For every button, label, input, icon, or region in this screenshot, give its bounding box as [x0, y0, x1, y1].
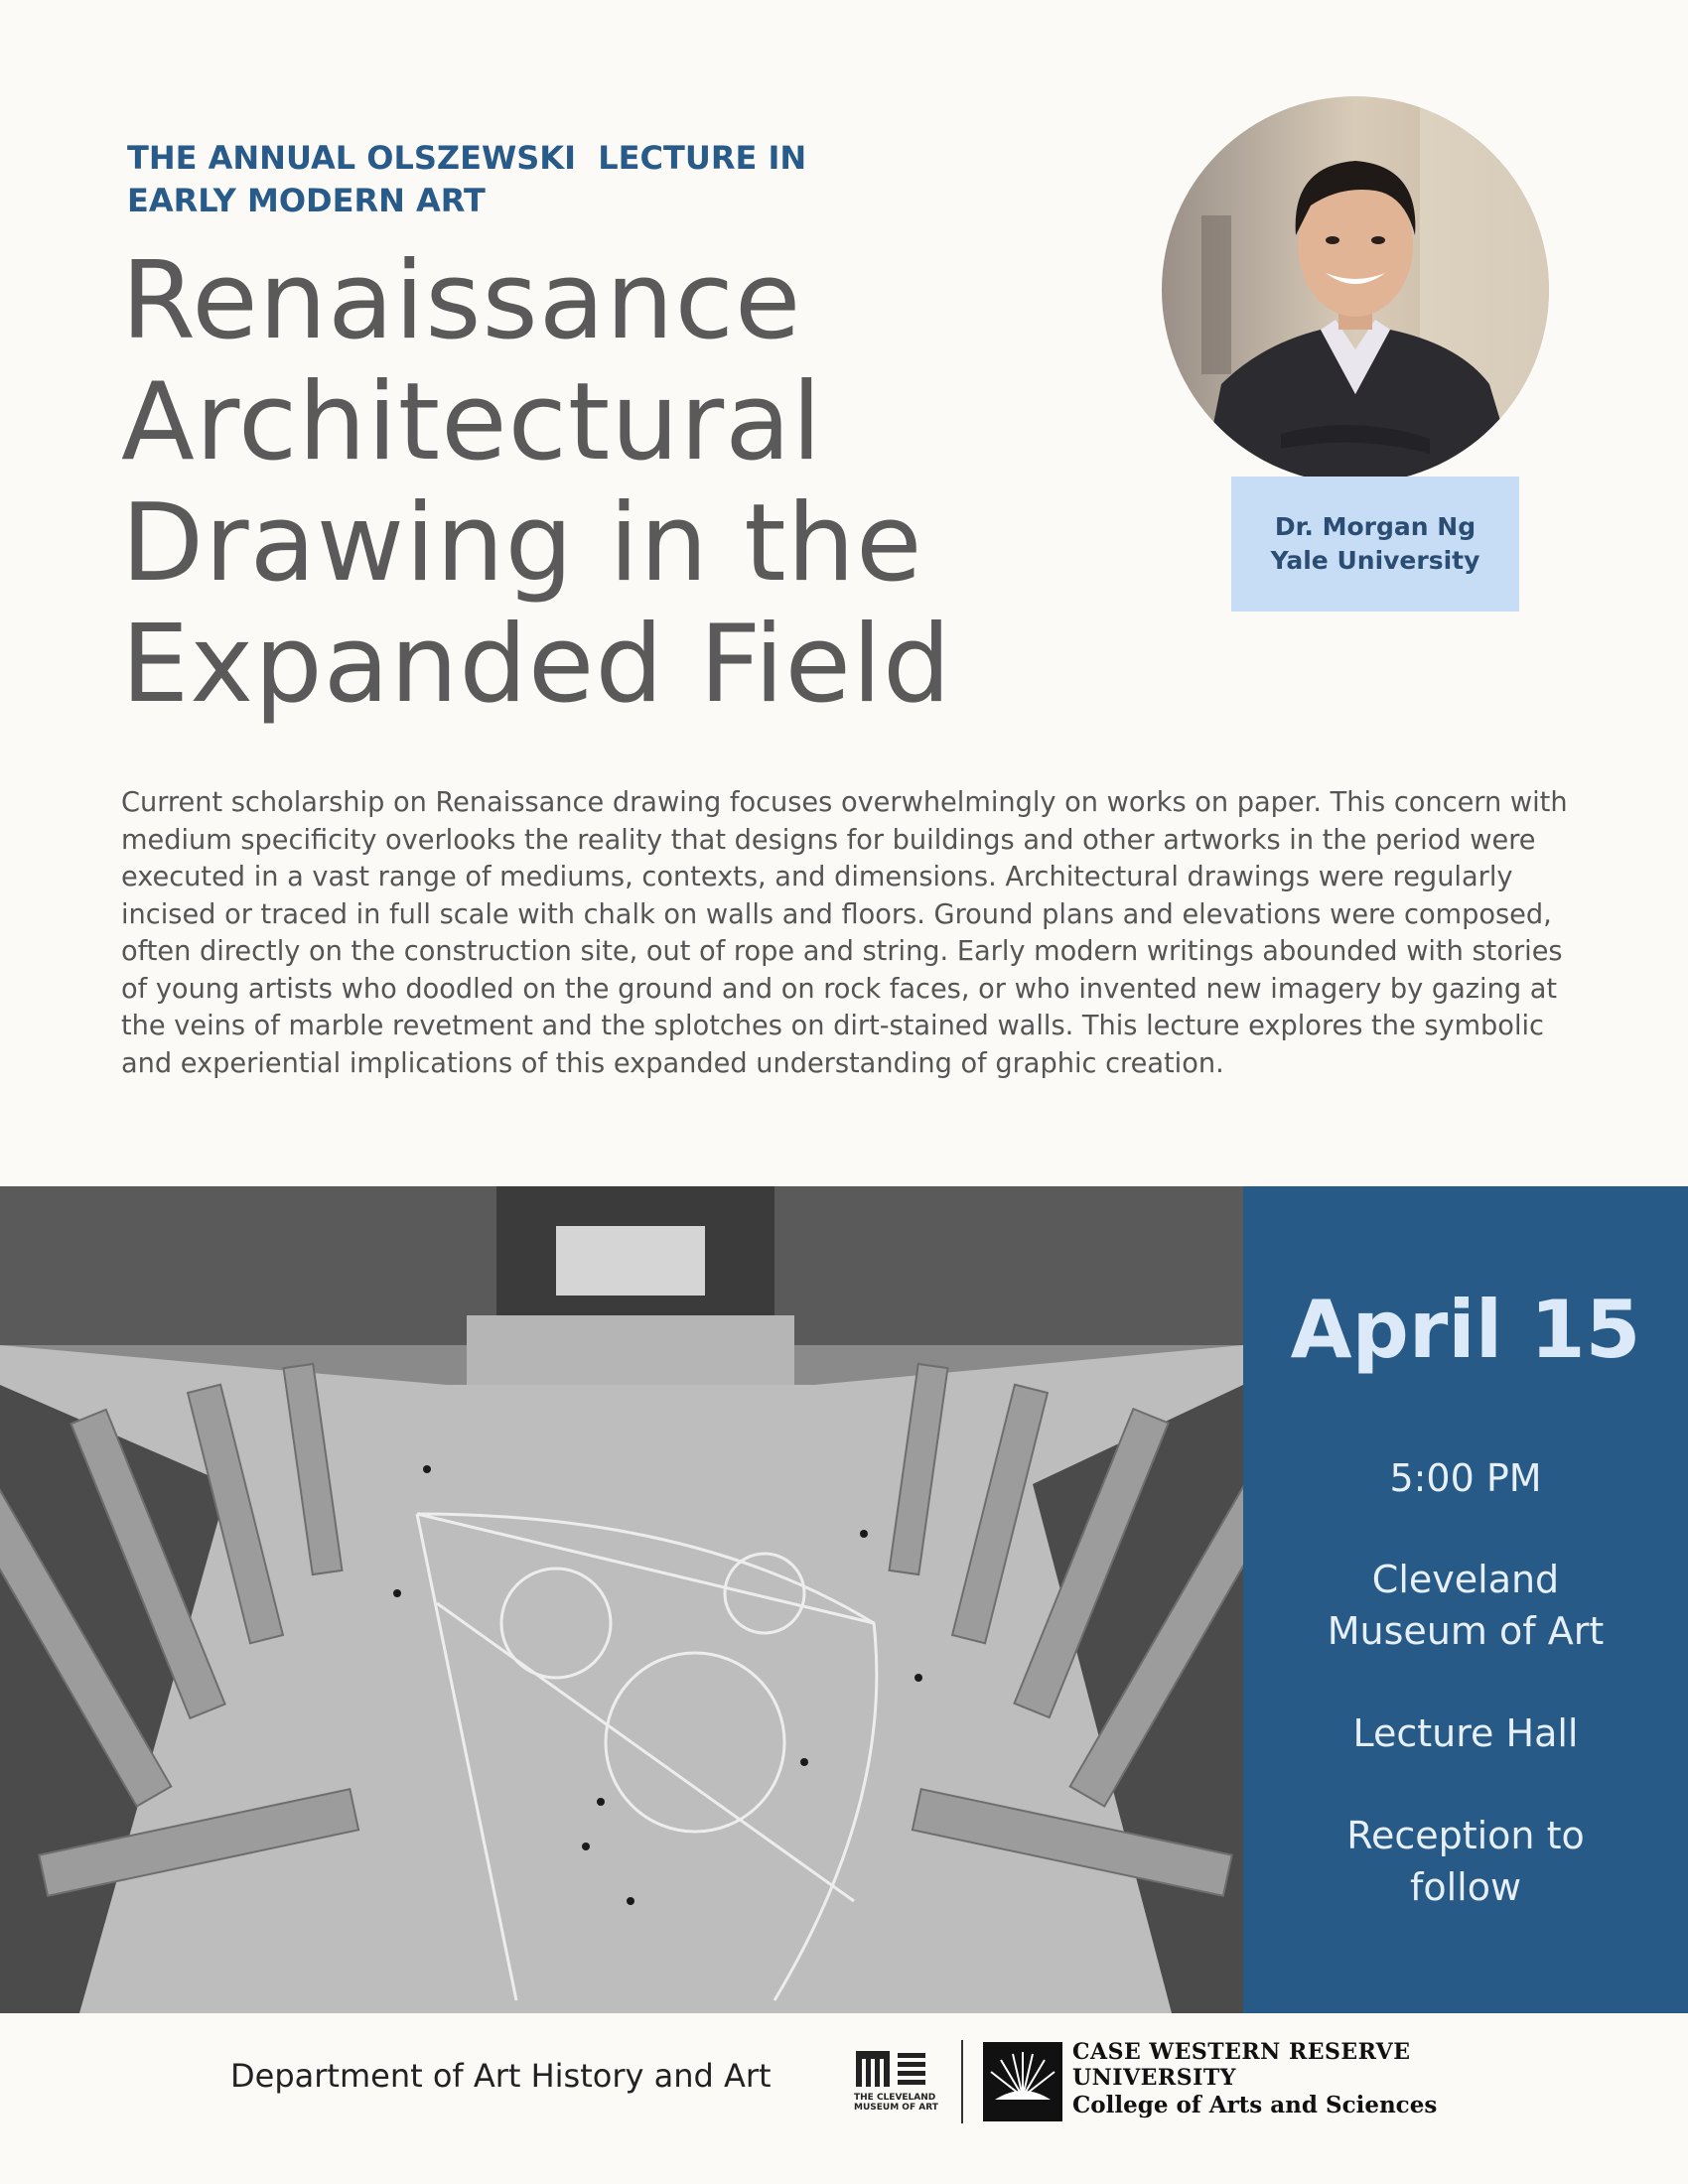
cma-logo-text: THE CLEVELAND MUSEUM OF ART — [854, 2093, 938, 2113]
cwru-college: College of Arts and Sciences — [1072, 2092, 1438, 2118]
logo-divider — [961, 2040, 963, 2123]
speaker-name: Dr. Morgan Ng — [1274, 512, 1477, 541]
department-name: Department of Art History and Art — [230, 2057, 772, 2095]
cwru-name-line2: UNIVERSITY — [1072, 2065, 1236, 2091]
title-line: Expanded Field — [121, 603, 952, 727]
event-reception-line2: follow — [1409, 1865, 1522, 1909]
event-venue-line1: Cleveland — [1371, 1558, 1560, 1601]
basilica-rendering-image — [0, 1186, 1243, 2013]
event-room: Lecture Hall — [1352, 1711, 1579, 1755]
event-details-panel — [1243, 1186, 1688, 2013]
speaker-portrait — [1162, 96, 1549, 483]
title-line: Drawing in the — [121, 481, 923, 606]
event-reception-line1: Reception to — [1346, 1814, 1585, 1857]
cwru-logo-text — [1072, 2039, 1437, 2120]
lecture-title — [121, 241, 1213, 726]
cwru-name-line1: CASE WESTERN RESERVE — [1072, 2039, 1411, 2065]
museum-building-icon — [854, 2045, 953, 2091]
cleveland-museum-logo — [854, 2045, 953, 2116]
lecture-series-title: THE ANNUAL OLSZEWSKI LECTURE IN EARLY MODERN ART — [127, 139, 807, 219]
event-time: 5:00 PM — [1389, 1456, 1542, 1500]
lecture-abstract: Current scholarship on Renaissance drawing focuses overwhelmingly on works on paper. This concern with medium specificity overlooks the reality that designs for buildings and other artworks in the period were executed in a vast range of mediums, contexts, and dimensions. Architectural drawings were regularly incised or traced in full scale with chalk on walls and floors. Ground plans and elevations were composed, often directly on the construction site, out of rope and string. Early modern writings abounded with stories of young artists who doodled on the ground and on rock faces, or who invented new imagery by gazing at the veins of marble revetment and the splotches on dirt-stained walls. This lecture explores the symbolic and experiential implications of this expanded understanding of graphic creation. — [121, 787, 1568, 1079]
speaker-caption — [1231, 477, 1519, 612]
event-date: April 15 — [1290, 1284, 1641, 1376]
cwru-sunburst-icon — [983, 2042, 1062, 2121]
speaker-affiliation: Yale University — [1270, 546, 1480, 575]
event-venue-line2: Museum of Art — [1327, 1609, 1605, 1653]
title-line: Renaissance — [121, 239, 802, 363]
title-line: Architectural — [121, 360, 823, 484]
